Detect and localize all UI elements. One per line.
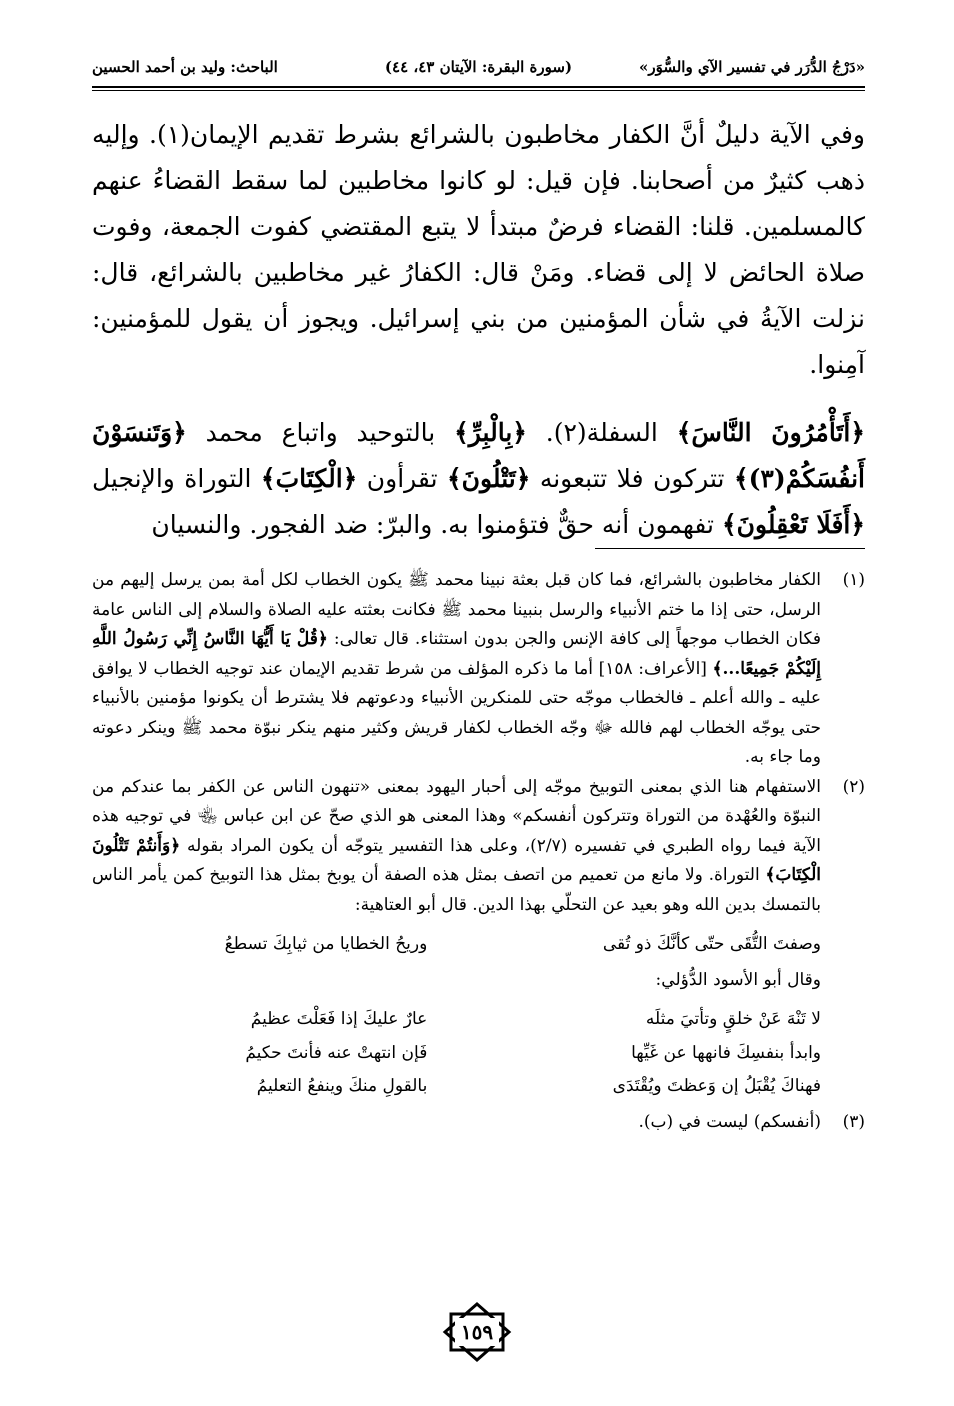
verse-first-hemistich: وصفتَ التُّقَى حتّى كأنَّكَ ذو تُقى [602,934,821,954]
quran-quote: ﴿الْكِتَابَ﴾ [260,464,358,493]
commentary-text: التوراة والإنجيل [92,464,261,493]
paragraph-1: وفي الآية دليلٌ أنَّ الكفار مخاطبون بالشرائع بشرط تقديم الإيمان(١). وإليه ذهب كثيرٌ من أصحابنا. فإن قيل: لو كانوا مخاطبين لما سقط القضاءُ عنهم كالمسلمين. قلنا: القضاء فرضٌ مبتدأ لا يتبع المقتضي كفوت الجمعة، وفوت صلاة الحائض لا إلى قضاء. ومَنْ قال: الكفارُ غير مخاطبين بالشرائع، قال: نزلت الآيةُ في شأن المؤمنين من بني إسرائيل. ويجوز أن يقول للمؤمنين: آمِنوا. [92,120,866,379]
book-title: «دَرْجُ الدُّرَر في تفسير الآي والسُّوَر» [638,58,865,76]
quran-quote: ﴿أَتَأْمُرُونَ النَّاسَ﴾ [676,418,865,447]
poem-verse [92,1039,821,1069]
footnote-3 [92,1108,865,1138]
footnote-text: التوراة. ولا مانع من تعميم من اتصف بمثل هذه الصفة أن يوبخ بمثل هذا التوبيخ كمن يأمر الناس بالتمسك بدين الله وهو بعيد عن التحلّي بهذا الدين. قال أبو العتاهية: [92,865,821,915]
footnote-text: [الأعراف: ١٥٨] أما ما ذكره المؤلف من شرط تقديم الإيمان عند توجيه الخطاب لا يوافق عليه ـ والله أعلم ـ فالخطاب موجّه حتى للمنكرين الأنبياء ودعوتهم فلا يشترط أن يكونوا مؤمنين بالأنبياء حتى يوجّه الخطاب لهم فالله ﷻ وجّه الخطاب لكفار قريش وكثير منهم ينكر نبوّة محمد ﷺ وينكر دعوته وما جاء به. [92,658,821,767]
surah-reference: (سورة البقرة: الآيتان ٤٣، ٤٤) [384,58,573,76]
page-number-ornament [437,1300,517,1364]
main-text [92,112,865,548]
verse-first-hemistich: وابدأ بنفسِكَ فانهها عن غَيِّها [631,1042,821,1063]
footnote-paragraph [92,773,821,921]
verse-second-hemistich: وريحُ الخطايا من ثيابِكَ تسطعُ [224,934,428,954]
verse-second-hemistich: فَإن انتهتْ عنه فأنتَ حكيمُ [245,1042,428,1063]
commentary-text: تقرأون [357,464,447,493]
footnote-body [92,773,821,1108]
quran-quote: ﴿تَتْلُونَ﴾ [447,464,531,493]
commentary-text: السفلة(٢). [526,418,677,447]
verse-second-hemistich: بالقولِ منكَ وينفعُ التعليمُ [256,1076,428,1096]
footnote-number: (٣) [842,1111,865,1132]
commentary-text: تتركون فلا تتبعونه [530,464,734,493]
quran-quote: ﴿قُلْ يَا أَيُّهَا النَّاسُ إِنِّي رَسُولُ اللَّهِ إِلَيْكُمْ جَمِيعًا...﴾ [92,629,821,679]
researcher-name: الباحث: وليد بن أحمد الحسين [92,58,278,76]
quran-quote: ﴿بِالْبِرِّ﴾ [454,418,527,447]
paragraph-2 [92,410,865,548]
quran-quote: ﴿أَفَلَا تَعْقِلُونَ﴾ [721,510,865,539]
footnote-number: (٢) [842,776,865,797]
footnote-text: الاستفهام هنا الذي بمعنى التوبيخ موجّه إلى أحبار اليهود بمعنى «تنهون الناس عن الكفر بما عندكم من النبوّة والعُهْدة من التوراة وتتركون أنفسكم» وهذا المعنى هو الذي صحّ عن ابن عباس ﵄ في توجيه هذه الآية فيما رواه الطبري في تفسيره (٢/٧)، وعلى هذا التفسير يتوجّه أن يكون المراد بقوله [92,776,821,856]
quran-quote: ﴿وَتَنسَوْنَ أَنفُسَكُمْ(٣)﴾ [92,418,865,493]
verse-first-hemistich: لا تَنْهَ عَنْ خلقٍ وتأتيَ مثلَه [645,1009,821,1029]
verse-second-hemistich: عارٌ عليكَ إذا فَعَلْتَ عظيمُ [250,1009,428,1029]
poem-abu-aswad [92,1005,821,1102]
poet-intro: وقال أبو الأسود الدُّؤلي: [655,969,821,990]
commentary-text: تفهمون أنه حقٌّ فتؤمنوا به. والبرّ: ضد الفجور. والنسيان [151,510,722,539]
footnote-1 [92,566,865,773]
page-number: ١٥٩ [460,1320,494,1344]
footnote-text: الكفار مخاطبون بالشرائع، فما كان قبل بعثة نبينا محمد ﷺ يكون الخطاب لكل أمة بمن يرسل إليهم من الرسل، حتى إذا ما ختم الأنبياء والرسل بنبينا محمد ﷺ فكانت بعثته عليه الصلاة والسلام إلى الناس عامة فكان الخطاب موجهاً إلى كافة الإنس والجن بدون استثناء. قال تعالى: [92,570,821,649]
footnote-2 [92,773,865,1108]
header-divider [92,86,865,91]
poem-verse [92,930,821,960]
commentary-text: بالتوحيد واتباع محمد [186,418,455,447]
running-header [92,56,865,82]
poem-verse [92,1005,821,1035]
footnote-divider [595,548,865,549]
poem-verse [92,1072,821,1102]
quran-quote: ﴿وَأَنتُمْ تَتْلُونَ الْكِتَابَ﴾ [92,835,821,885]
verse-first-hemistich: فهناكَ يُقْبَلُ إن وَعظتَ ويُقْتَدَى [612,1076,821,1096]
footnote-body [92,566,821,773]
footnote-number: (١) [842,570,865,590]
footnotes [92,566,865,1137]
poem-abu-atahiya [92,930,821,960]
footnote-body: (أنفسكم) ليست في (ب). [638,1111,821,1132]
